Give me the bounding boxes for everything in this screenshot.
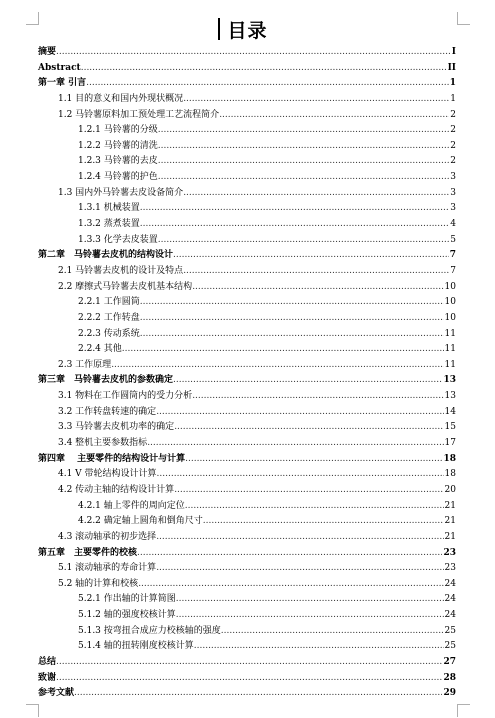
toc-entry-label: 3.4 整机主要参数指标 — [58, 438, 148, 449]
toc-leader-dots — [81, 61, 447, 77]
toc-leader-dots — [56, 671, 442, 687]
toc-entry-page: 13 — [444, 391, 456, 402]
toc-leader-dots — [156, 530, 443, 546]
toc-leader-dots — [122, 342, 444, 358]
toc-entry[interactable] — [38, 342, 456, 358]
toc-entry-label: 5.2 轴的计算和校核 — [58, 578, 139, 589]
toc-entry-label: 2.2.3 传动系统 — [78, 328, 140, 339]
toc-entry-page: 1 — [450, 93, 456, 104]
toc-entry-page: 24 — [444, 594, 456, 605]
toc-leader-dots — [192, 389, 443, 405]
toc-entry-page: 11 — [444, 359, 456, 370]
toc-entry-label: 1.3.1 机械装置 — [78, 203, 140, 214]
margin-mark-bottom-right — [457, 704, 470, 717]
toc-entry-page: 21 — [444, 531, 456, 542]
toc-entry-page: 21 — [444, 516, 456, 527]
toc-entry-label: 摘要 — [38, 47, 57, 57]
toc-entry-page: 7 — [450, 265, 456, 276]
toc-entry-page: II — [447, 62, 456, 73]
margin-mark-bottom-left — [26, 704, 39, 717]
toc-leader-dots — [158, 123, 450, 139]
toc-entry-page: 11 — [444, 344, 456, 355]
toc-entry-page: 25 — [444, 641, 456, 652]
toc-leader-dots — [158, 233, 450, 249]
toc-leader-dots — [176, 608, 444, 624]
toc-entry-page: 23 — [443, 547, 456, 558]
toc-entry-label: 第四章 主要零件的结构设计与计算 — [38, 453, 186, 464]
toc-leader-dots — [219, 108, 449, 124]
toc-leader-dots — [140, 311, 444, 327]
toc-entry-label: 1.2.2 马铃薯的清洗 — [78, 140, 158, 151]
toc-entry[interactable] — [38, 170, 456, 186]
toc-entry-label: 第一章 引言 — [38, 78, 87, 89]
toc-entry[interactable] — [38, 389, 456, 405]
toc-entry[interactable] — [38, 373, 456, 389]
toc-entry-label: 2.2.4 其他 — [78, 344, 122, 355]
toc-entry-page: 2 — [450, 140, 456, 151]
toc-entry[interactable] — [38, 452, 456, 468]
toc-entry[interactable] — [38, 499, 456, 515]
toc-entry-page: 20 — [444, 484, 456, 495]
toc-entry-label: 1.3.3 化学去皮装置 — [78, 234, 158, 245]
toc-leader-dots — [158, 154, 450, 170]
toc-entry[interactable] — [38, 546, 456, 562]
toc-leader-dots — [140, 201, 450, 217]
toc-entry-label: 1.2 马铃薯原料加工预处理工艺流程简介 — [58, 109, 220, 120]
toc-entry-page: I — [451, 47, 456, 57]
toc-entry-page: 3 — [450, 172, 456, 183]
toc-entry-label: 1.3 国内外马铃薯去皮设备简介 — [58, 187, 184, 198]
toc-leader-dots — [183, 186, 449, 202]
toc-entry[interactable] — [38, 280, 456, 296]
toc-entry[interactable] — [38, 483, 456, 499]
toc-entry-label: 4.1 V 带轮结构设计计算 — [58, 469, 157, 480]
toc-entry[interactable] — [38, 45, 456, 61]
toc-leader-dots — [173, 373, 442, 389]
toc-entry-page: 23 — [444, 563, 456, 574]
toc-entry-label: 4.2 传动主轴的结构设计计算 — [58, 484, 175, 495]
toc-entry-page: 1 — [449, 78, 456, 89]
toc-entry[interactable] — [38, 233, 456, 249]
toc-entry-label: 2.1 马铃薯去皮机的设计及特点 — [58, 265, 184, 276]
toc-entry-label: 1.2.4 马铃薯的护色 — [78, 172, 158, 183]
toc-leader-dots — [203, 514, 444, 530]
toc-leader-dots — [158, 170, 450, 186]
toc-entry-page: 7 — [449, 250, 456, 261]
toc-entry-page: 18 — [444, 469, 456, 480]
toc-entry-page: 15 — [444, 422, 456, 433]
toc-entry-page: 5 — [450, 234, 456, 245]
toc-leader-dots — [86, 76, 449, 92]
toc-entry[interactable] — [38, 624, 456, 640]
toc-entry-label: 第五章 主要零件的校核 — [38, 547, 138, 558]
toc-entry-page: 10 — [444, 312, 456, 323]
toc-entry-page: 10 — [444, 297, 456, 308]
toc-entry[interactable] — [38, 327, 456, 343]
toc-leader-dots — [194, 639, 444, 655]
toc-entry[interactable] — [38, 467, 456, 483]
toc-entry-page: 24 — [444, 610, 456, 621]
toc-leader-dots — [74, 686, 442, 702]
toc-entry[interactable] — [38, 154, 456, 170]
toc-entry-page: 29 — [443, 688, 456, 699]
toc-entry-label: 2.3 工作原理 — [58, 359, 112, 370]
toc-entry-page: 21 — [444, 500, 456, 511]
toc-leader-dots — [138, 577, 443, 593]
toc-leader-dots — [140, 217, 450, 233]
title-block — [0, 16, 495, 42]
toc-entry-page: 18 — [443, 453, 456, 464]
toc-leader-dots — [140, 327, 444, 343]
toc-entry-label: 第三章 马铃薯去皮机的参数确定 — [38, 375, 174, 386]
toc-entry-label: 总结 — [38, 656, 57, 667]
toc-leader-dots — [157, 467, 444, 483]
toc-leader-dots — [192, 280, 443, 296]
toc-leader-dots — [185, 499, 444, 515]
toc-entry-label: 5.1.4 轴的扭转刚度校核计算 — [78, 641, 194, 652]
toc-entry[interactable] — [38, 61, 456, 77]
toc-entry[interactable] — [38, 655, 456, 671]
table-of-contents — [38, 45, 456, 702]
toc-leader-dots — [174, 483, 443, 499]
toc-entry-label: 致谢 — [38, 672, 57, 683]
toc-entry-page: 2 — [450, 125, 456, 136]
toc-entry-label: 1.2.3 马铃薯的去皮 — [78, 156, 158, 167]
toc-leader-dots — [111, 358, 443, 374]
toc-entry[interactable] — [38, 108, 456, 124]
toc-entry[interactable] — [38, 561, 456, 577]
toc-entry-label: 5.1 滚动轴承的寿命计算 — [58, 563, 157, 574]
toc-entry-page: 14 — [444, 406, 456, 417]
toc-entry-label: 1.3.2 蒸煮装置 — [78, 219, 140, 230]
toc-entry-page: 4 — [450, 219, 456, 230]
toc-entry-label: 2.2.2 工作转盘 — [78, 312, 140, 323]
toc-entry-page: 10 — [444, 281, 456, 292]
toc-entry-page: 3 — [450, 203, 456, 214]
toc-entry-label: 3.3 马铃薯去皮机功率的确定 — [58, 422, 175, 433]
toc-entry-label: 2.2.1 工作圆筒 — [78, 297, 140, 308]
toc-entry[interactable] — [38, 248, 456, 264]
toc-entry[interactable] — [38, 76, 456, 92]
toc-leader-dots — [173, 248, 449, 264]
toc-entry-page: 11 — [444, 328, 456, 339]
toc-leader-dots — [176, 592, 444, 608]
toc-leader-dots — [156, 405, 443, 421]
toc-entry-page: 27 — [443, 656, 456, 667]
toc-entry-label: 5.2.1 作出轴的计算简图 — [78, 594, 176, 605]
toc-entry-label: 1.2.1 马铃薯的分级 — [78, 125, 158, 136]
toc-entry-label: 1.1 目的意义和国内外现状概况 — [58, 93, 184, 104]
toc-entry-page: 13 — [443, 375, 456, 386]
toc-leader-dots — [156, 561, 443, 577]
toc-entry-page: 24 — [444, 578, 456, 589]
toc-leader-dots — [174, 420, 443, 436]
toc-leader-dots — [56, 655, 442, 671]
toc-entry-label: 5.1.2 轴的强度校核计算 — [78, 610, 176, 621]
toc-entry[interactable] — [38, 123, 456, 139]
toc-entry-page: 25 — [444, 625, 456, 636]
toc-leader-dots — [221, 624, 444, 640]
toc-entry[interactable] — [38, 577, 456, 593]
toc-entry[interactable] — [38, 608, 456, 624]
toc-entry-page: 2 — [450, 156, 456, 167]
toc-entry[interactable] — [38, 358, 456, 374]
toc-leader-dots — [137, 546, 442, 562]
toc-leader-dots — [183, 92, 449, 108]
toc-entry[interactable] — [38, 671, 456, 687]
toc-entry[interactable] — [38, 186, 456, 202]
toc-leader-dots — [147, 436, 443, 452]
toc-entry[interactable] — [38, 530, 456, 546]
toc-entry-label: 5.1.3 按弯扭合成应力校核轴的强度 — [78, 625, 221, 636]
toc-entry-label: 2.2 摩擦式马铃薯去皮机基本结构 — [58, 281, 193, 292]
toc-entry-label: 3.2 工作转盘转速的确定 — [58, 406, 157, 417]
toc-entry-page: 2 — [450, 109, 456, 120]
toc-entry[interactable] — [38, 686, 456, 702]
page-title[interactable]: 目录 — [227, 20, 268, 42]
toc-entry[interactable] — [38, 639, 456, 655]
toc-leader-dots — [183, 264, 449, 280]
toc-entry[interactable] — [38, 420, 456, 436]
toc-entry-page: 3 — [450, 187, 456, 198]
toc-entry[interactable] — [38, 92, 456, 108]
toc-entry-label: 4.3 滚动轴承的初步选择 — [58, 531, 157, 542]
toc-entry-label: 参考文献 — [38, 688, 75, 699]
toc-entry[interactable] — [38, 436, 456, 452]
toc-entry[interactable] — [38, 405, 456, 421]
toc-entry-page: 28 — [443, 672, 456, 683]
toc-entry-label: 4.2.1 轴上零件的周向定位 — [78, 500, 185, 511]
toc-entry-page: 17 — [444, 438, 456, 449]
toc-entry[interactable] — [38, 139, 456, 155]
toc-entry[interactable] — [38, 592, 456, 608]
toc-entry[interactable] — [38, 217, 456, 233]
toc-entry-label: 第二章 马铃薯去皮机的结构设计 — [38, 250, 174, 261]
toc-entry-label: 4.2.2 确定轴上圆角和倒角尺寸 — [78, 516, 203, 527]
toc-leader-dots — [140, 295, 444, 311]
toc-entry[interactable] — [38, 311, 456, 327]
toc-entry-label: 3.1 物料在工作圆筒内的受力分析 — [58, 391, 193, 402]
toc-entry[interactable] — [38, 514, 456, 530]
toc-entry[interactable] — [38, 295, 456, 311]
toc-entry-label: Abstract — [38, 62, 81, 73]
toc-leader-dots — [158, 139, 450, 155]
toc-leader-dots — [185, 452, 442, 468]
toc-entry[interactable] — [38, 264, 456, 280]
toc-entry[interactable] — [38, 201, 456, 217]
toc-leader-dots — [56, 45, 451, 61]
